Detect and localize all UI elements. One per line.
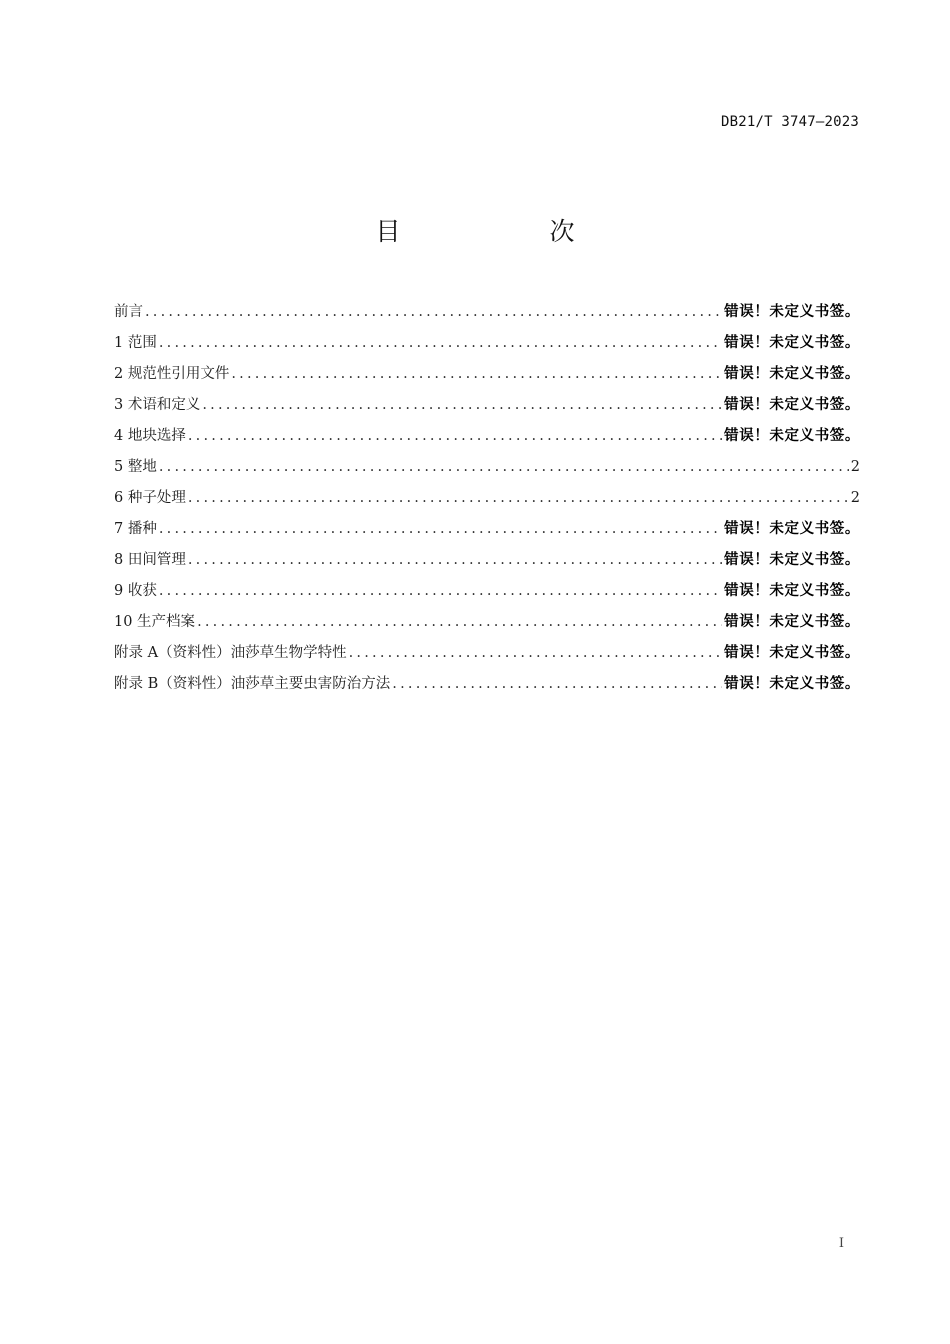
page-number: I [838,1236,844,1251]
toc-entry[interactable] [114,483,860,514]
toc-entry[interactable] [114,607,860,638]
toc-entry-page: 错误！未定义书签。 [724,614,860,630]
toc-entry-page: 错误！未定义书签。 [724,304,860,320]
toc-entry[interactable] [114,576,860,607]
toc-entry-label: 附录 B（资料性）油莎草主要虫害防治方法 [114,676,391,692]
toc-entry[interactable] [114,359,860,390]
document-code: DB21/T 3747—2023 [720,114,859,130]
toc-entry-label: 7 播种 [114,521,157,537]
toc-entry-page: 错误！未定义书签。 [724,645,860,661]
toc-entry-page: 错误！未定义书签。 [724,366,860,382]
toc-title: 目 次 [375,217,637,246]
toc-dot-leader [159,576,722,607]
toc-entry-page: 2 [850,490,860,506]
toc-entry-page: 错误！未定义书签。 [724,335,860,351]
toc-entry-page: 错误！未定义书签。 [724,552,860,568]
toc-entry-page: 错误！未定义书签。 [724,521,860,537]
toc-entry-label: 3 术语和定义 [114,397,201,413]
toc-dot-leader [145,297,722,328]
toc-dot-leader [231,359,722,390]
toc-entry-label: 4 地块选择 [114,428,186,444]
toc-entry[interactable] [114,452,860,483]
toc-dot-leader [197,607,722,638]
toc-dot-leader [349,638,723,669]
toc-dot-leader [188,545,722,576]
toc-dot-leader [202,390,722,421]
toc-entry[interactable] [114,514,860,545]
toc-entry[interactable] [114,638,860,669]
table-of-contents [114,297,860,700]
toc-entry-page: 错误！未定义书签。 [724,676,860,692]
toc-entry-label: 5 整地 [114,459,157,475]
toc-entry[interactable] [114,669,860,700]
toc-entry-page: 错误！未定义书签。 [724,397,860,413]
toc-entry-label: 前言 [114,304,143,320]
toc-entry-label: 1 范围 [114,335,157,351]
toc-entry-page: 错误！未定义书签。 [724,428,860,444]
toc-entry[interactable] [114,545,860,576]
toc-entry-label: 6 种子处理 [114,490,186,506]
toc-entry[interactable] [114,390,860,421]
toc-dot-leader [392,669,722,700]
toc-dot-leader [159,514,722,545]
toc-dot-leader [159,452,849,483]
toc-entry-label: 附录 A（资料性）油莎草生物学特性 [114,645,347,661]
toc-entry[interactable] [114,421,860,452]
toc-entry-page: 错误！未定义书签。 [724,583,860,599]
toc-entry-label: 8 田间管理 [114,552,186,568]
toc-dot-leader [188,483,849,514]
toc-dot-leader [188,421,722,452]
toc-entry-label: 9 收获 [114,583,157,599]
toc-entry-page: 2 [850,459,860,475]
toc-dot-leader [159,328,722,359]
toc-entry-label: 2 规范性引用文件 [114,366,230,382]
toc-entry-label: 10 生产档案 [114,614,196,630]
toc-entry[interactable] [114,328,860,359]
toc-entry[interactable] [114,297,860,328]
